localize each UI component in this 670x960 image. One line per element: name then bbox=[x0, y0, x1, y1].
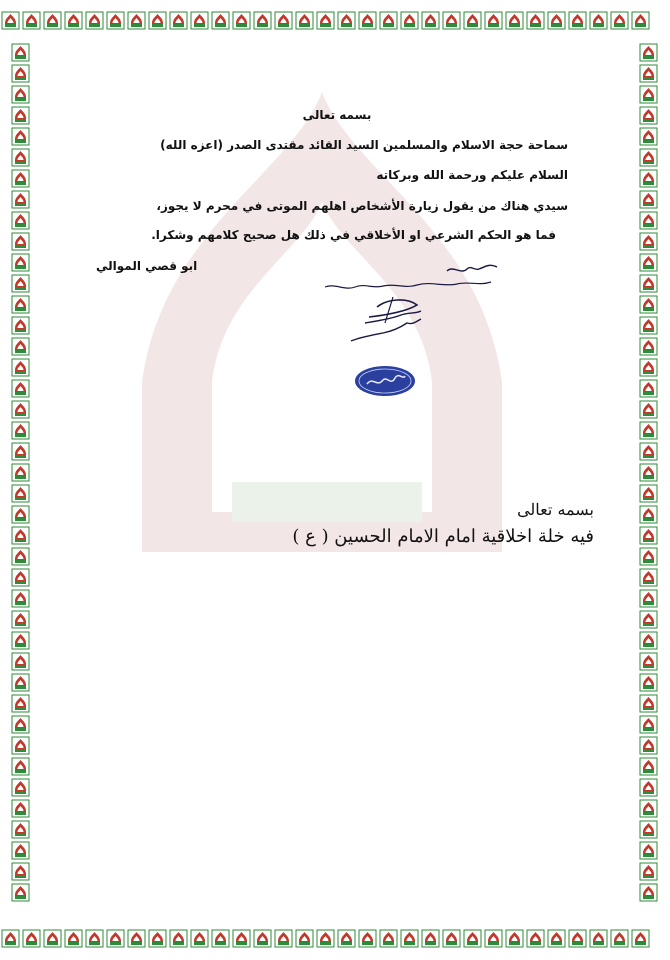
border-ornament bbox=[149, 12, 166, 29]
letter-sender: ابو قصي الموالي bbox=[96, 259, 198, 273]
border-ornament bbox=[12, 149, 29, 166]
border-ornament bbox=[640, 149, 657, 166]
border-ornament bbox=[275, 930, 292, 947]
letter-question-line-1: سيدي هناك من يقول زيارة الأشخاص اهلهم الموتى في محرم لا يجوز، bbox=[156, 199, 568, 213]
border-ornament bbox=[86, 930, 103, 947]
letter-opening: بسمه تعالى bbox=[302, 108, 372, 122]
border-ornament bbox=[12, 527, 29, 544]
border-ornament bbox=[485, 12, 502, 29]
border-ornament bbox=[12, 380, 29, 397]
border-ornament bbox=[640, 380, 657, 397]
border-ornament bbox=[12, 800, 29, 817]
border-ornament bbox=[12, 884, 29, 901]
border-ornament bbox=[359, 12, 376, 29]
border-ornament bbox=[12, 506, 29, 523]
border-ornament bbox=[65, 12, 82, 29]
ornamental-border-top bbox=[0, 0, 670, 42]
reply-body: فيه خلة اخلاقية امام الامام الحسين ( ع ) bbox=[292, 526, 594, 547]
border-ornament bbox=[212, 930, 229, 947]
border-ornament bbox=[296, 930, 313, 947]
border-ornament bbox=[2, 930, 19, 947]
border-ornament bbox=[44, 12, 61, 29]
border-ornament bbox=[485, 930, 502, 947]
border-ornament bbox=[506, 930, 523, 947]
border-ornament bbox=[12, 611, 29, 628]
border-ornament bbox=[640, 821, 657, 838]
reply-opening: بسمه تعالى bbox=[517, 500, 594, 519]
border-ornament bbox=[12, 842, 29, 859]
border-ornament bbox=[23, 930, 40, 947]
border-ornament bbox=[12, 569, 29, 586]
border-ornament bbox=[640, 527, 657, 544]
border-ornament bbox=[632, 930, 649, 947]
border-ornament bbox=[128, 930, 145, 947]
border-ornament bbox=[506, 12, 523, 29]
border-ornament bbox=[65, 930, 82, 947]
border-ornament bbox=[569, 12, 586, 29]
border-ornament bbox=[640, 212, 657, 229]
border-ornament bbox=[401, 12, 418, 29]
border-ornament bbox=[12, 758, 29, 775]
border-ornament bbox=[12, 464, 29, 481]
border-ornament bbox=[170, 12, 187, 29]
border-ornament bbox=[12, 44, 29, 61]
border-ornament bbox=[640, 443, 657, 460]
border-ornament bbox=[640, 569, 657, 586]
border-ornament bbox=[611, 12, 628, 29]
border-ornament bbox=[640, 842, 657, 859]
border-ornament bbox=[275, 12, 292, 29]
border-ornament bbox=[640, 800, 657, 817]
border-ornament bbox=[12, 275, 29, 292]
border-ornament bbox=[12, 233, 29, 250]
handwritten-answer bbox=[317, 257, 517, 367]
border-ornament bbox=[191, 12, 208, 29]
border-ornament bbox=[640, 863, 657, 880]
border-ornament bbox=[338, 930, 355, 947]
border-ornament bbox=[12, 590, 29, 607]
border-ornament bbox=[149, 930, 166, 947]
border-ornament bbox=[12, 401, 29, 418]
border-ornament bbox=[317, 930, 334, 947]
border-ornament bbox=[12, 737, 29, 754]
border-ornament bbox=[590, 12, 607, 29]
border-ornament bbox=[640, 65, 657, 82]
border-ornament bbox=[12, 254, 29, 271]
border-ornament bbox=[640, 506, 657, 523]
border-ornament bbox=[359, 930, 376, 947]
border-ornament bbox=[86, 12, 103, 29]
border-ornament bbox=[12, 422, 29, 439]
border-ornament bbox=[640, 254, 657, 271]
border-ornament bbox=[401, 930, 418, 947]
border-ornament bbox=[12, 338, 29, 355]
border-ornament bbox=[640, 233, 657, 250]
border-ornament bbox=[338, 12, 355, 29]
border-ornament bbox=[12, 191, 29, 208]
border-ornament bbox=[107, 930, 124, 947]
border-ornament bbox=[640, 737, 657, 754]
border-ornament bbox=[296, 12, 313, 29]
border-ornament bbox=[12, 296, 29, 313]
border-ornament bbox=[12, 212, 29, 229]
ornamental-border-bottom bbox=[0, 918, 670, 960]
border-ornament bbox=[422, 12, 439, 29]
border-ornament bbox=[640, 401, 657, 418]
border-ornament bbox=[12, 548, 29, 565]
border-ornament bbox=[12, 632, 29, 649]
border-ornament bbox=[527, 930, 544, 947]
border-ornament bbox=[640, 107, 657, 124]
border-ornament bbox=[640, 611, 657, 628]
letter-addressee: سماحة حجة الاسلام والمسلمين السيد القائد مقتدى الصدر (اعزه الله) bbox=[160, 138, 568, 152]
border-ornament bbox=[640, 317, 657, 334]
border-ornament bbox=[640, 779, 657, 796]
border-ornament bbox=[12, 128, 29, 145]
border-ornament bbox=[12, 317, 29, 334]
border-ornament bbox=[254, 12, 271, 29]
border-ornament bbox=[12, 86, 29, 103]
border-ornament bbox=[640, 758, 657, 775]
ornamental-border-left bbox=[0, 42, 42, 918]
border-ornament bbox=[640, 548, 657, 565]
border-ornament bbox=[464, 930, 481, 947]
border-ornament bbox=[640, 191, 657, 208]
border-ornament bbox=[640, 296, 657, 313]
border-ornament bbox=[640, 170, 657, 187]
border-ornament bbox=[611, 930, 628, 947]
border-ornament bbox=[12, 359, 29, 376]
official-stamp bbox=[353, 364, 417, 398]
border-ornament bbox=[107, 12, 124, 29]
border-ornament bbox=[640, 695, 657, 712]
border-ornament bbox=[317, 12, 334, 29]
border-ornament bbox=[380, 930, 397, 947]
border-ornament bbox=[233, 12, 250, 29]
border-ornament bbox=[380, 12, 397, 29]
border-ornament bbox=[640, 590, 657, 607]
border-ornament bbox=[548, 12, 565, 29]
border-ornament bbox=[640, 359, 657, 376]
border-ornament bbox=[640, 275, 657, 292]
border-ornament bbox=[548, 930, 565, 947]
border-ornament bbox=[422, 930, 439, 947]
border-ornament bbox=[443, 930, 460, 947]
border-ornament bbox=[632, 12, 649, 29]
border-ornament bbox=[640, 632, 657, 649]
border-ornament bbox=[527, 12, 544, 29]
border-ornament bbox=[640, 422, 657, 439]
border-ornament bbox=[569, 930, 586, 947]
border-ornament bbox=[212, 12, 229, 29]
border-ornament bbox=[23, 12, 40, 29]
border-ornament bbox=[233, 930, 250, 947]
border-ornament bbox=[12, 674, 29, 691]
border-ornament bbox=[12, 170, 29, 187]
border-ornament bbox=[640, 128, 657, 145]
border-ornament bbox=[128, 12, 145, 29]
border-ornament bbox=[12, 779, 29, 796]
border-ornament bbox=[12, 443, 29, 460]
border-ornament bbox=[12, 65, 29, 82]
border-ornament bbox=[12, 695, 29, 712]
border-ornament bbox=[12, 107, 29, 124]
border-ornament bbox=[640, 338, 657, 355]
border-ornament bbox=[2, 12, 19, 29]
border-ornament bbox=[12, 716, 29, 733]
border-ornament bbox=[12, 821, 29, 838]
border-ornament bbox=[254, 930, 271, 947]
border-ornament bbox=[640, 674, 657, 691]
border-ornament bbox=[640, 716, 657, 733]
border-ornament bbox=[170, 930, 187, 947]
letter-question-line-2: فما هو الحكم الشرعي او الأخلاقي في ذلك هل صحيح كلامهم وشكرا. bbox=[151, 228, 556, 242]
border-ornament bbox=[12, 653, 29, 670]
border-ornament bbox=[640, 884, 657, 901]
border-ornament bbox=[44, 930, 61, 947]
border-ornament bbox=[12, 485, 29, 502]
border-ornament bbox=[443, 12, 460, 29]
border-ornament bbox=[640, 653, 657, 670]
border-ornament bbox=[640, 86, 657, 103]
border-ornament bbox=[640, 44, 657, 61]
letter-greeting: السلام عليكم ورحمة الله وبركاته bbox=[376, 168, 568, 182]
border-ornament bbox=[12, 863, 29, 880]
letter-page bbox=[42, 42, 628, 918]
border-ornament bbox=[590, 930, 607, 947]
border-ornament bbox=[191, 930, 208, 947]
border-ornament bbox=[464, 12, 481, 29]
border-ornament bbox=[640, 464, 657, 481]
ornamental-border-right bbox=[628, 42, 670, 918]
border-ornament bbox=[640, 485, 657, 502]
